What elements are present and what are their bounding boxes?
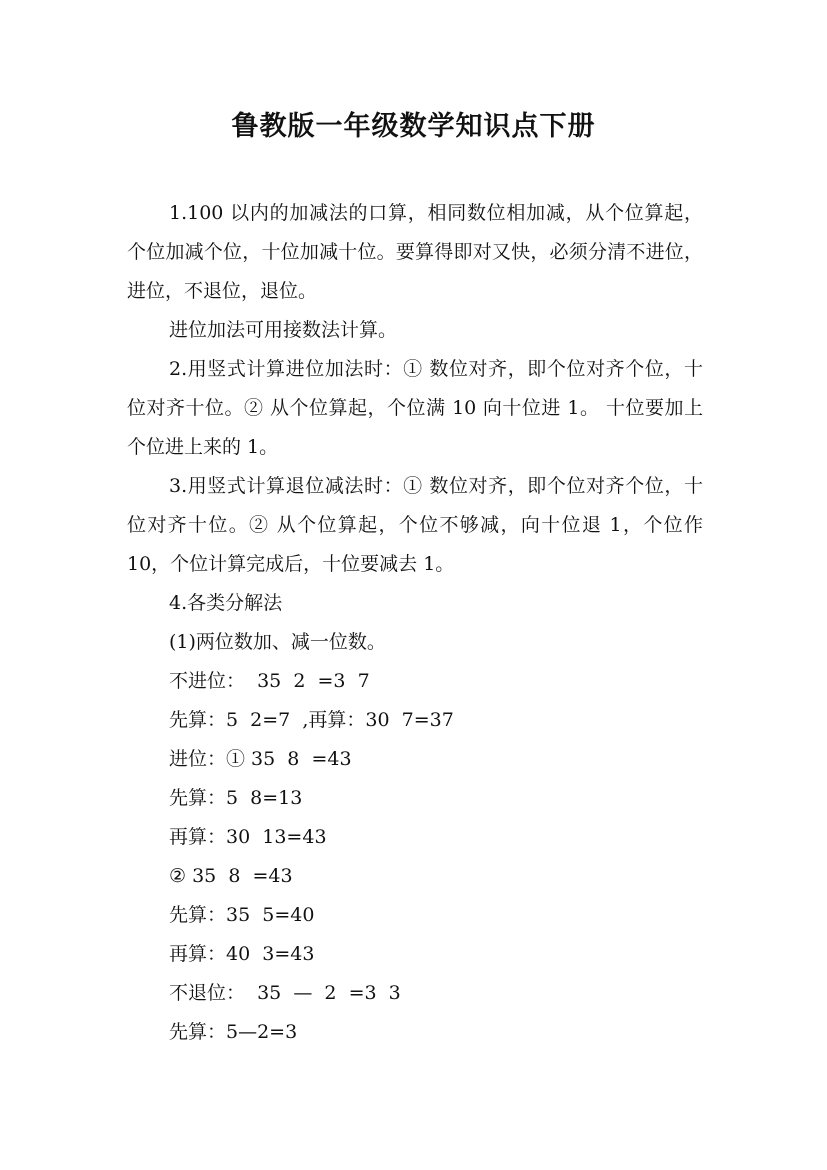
example-line: 先算：5 2=7 ,再算：30 7=37 [169, 709, 454, 731]
example-line: 不退位： 35 — 2 =3 3 [169, 982, 401, 1004]
example-line: 再算：40 3=43 [169, 943, 315, 965]
paragraph-3: 2.用竖式计算进位加法时：① 数位对齐，即个位对齐个位，十位对齐十位。② 从个位算起，个位满 10 向十位进 1。 十位要加上个位进上来的 1。 [127, 358, 703, 458]
example-line: 先算：5 8=13 [169, 787, 303, 809]
document-title: 鲁教版一年级数学知识点下册 [231, 111, 596, 142]
example-line: 再算：30 13=43 [169, 826, 327, 848]
document-body [127, 194, 703, 1052]
paragraph-4: 3.用竖式计算退位减法时：① 数位对齐，即个位对齐个位，十位对齐十位。② 从个位算起，个位不够减，向十位退 1，个位作 10，个位计算完成后，十位要减去 1。 [127, 475, 703, 575]
example-line: ② 35 8 =43 [169, 865, 293, 887]
subsection-heading: (1)两位数加、减一位数。 [169, 631, 386, 653]
example-line: 先算：35 5=40 [169, 904, 315, 926]
example-line: 先算：5—2=3 [169, 1021, 298, 1043]
paragraph-1: 1.100 以内的加减法的口算，相同数位相加减，从个位算起，个位加减个位，十位加减十位。要算得即对又快，必须分清不进位，进位，不退位，退位。 [127, 202, 703, 302]
example-line: 不进位： 35 2 =3 7 [169, 670, 370, 692]
section-heading: 4.各类分解法 [169, 592, 283, 614]
paragraph-2: 进位加法可用接数法计算。 [169, 319, 398, 341]
example-line: 进位：① 35 8 =43 [169, 748, 352, 770]
